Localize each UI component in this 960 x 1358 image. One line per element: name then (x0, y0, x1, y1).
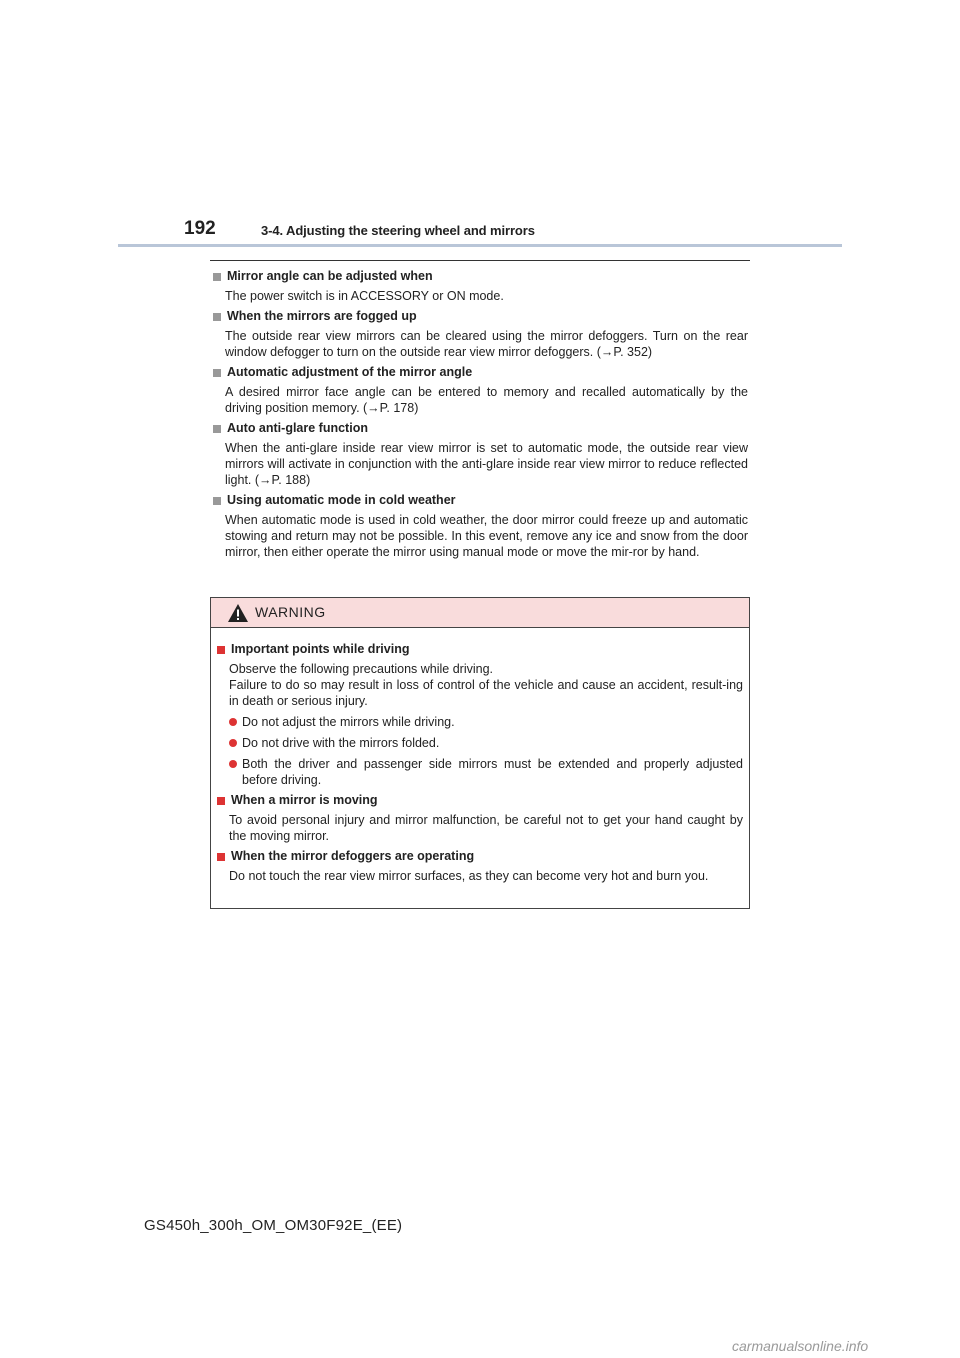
warning-header (211, 598, 749, 628)
square-bullet-icon (217, 797, 225, 805)
dot-bullet-icon (229, 739, 237, 747)
note-item (210, 420, 748, 488)
note-body: The power switch is in ACCESSORY or ON mode. (225, 289, 504, 303)
header-rule (118, 244, 842, 247)
warning-text: To avoid personal injury and mirror malfunction, be careful not to get your hand caught by the moving mirror. (229, 813, 743, 843)
warning-item (217, 848, 743, 884)
note-title: Mirror angle can be adjusted when (227, 269, 433, 283)
warning-item-title: When the mirror defoggers are operating (231, 849, 475, 863)
warning-text: Observe the following precautions while driving. (229, 662, 494, 676)
note-title: When the mirrors are fogged up (227, 309, 417, 323)
square-bullet-icon (217, 853, 225, 861)
warning-text: Do not touch the rear view mirror surfaces, as they can become very hot and burn you. (229, 869, 709, 883)
note-body: When automatic mode is used in cold weather, the door mirror could freeze up and automatic stowing and return may not be possible. In this event, remove any ice and snow from the door mirror, then either operate the mirror using manual mode or move the mir-ror by hand. (225, 513, 748, 559)
note-body: When the anti-glare inside rear view mirror is set to automatic mode, the outside rear view mirrors will activate in conjunction with the anti-glare inside rear view mirror to reduce reflected light. (→P. 188) (225, 441, 748, 487)
dot-bullet-icon (229, 760, 237, 768)
bullet-text: Do not drive with the mirrors folded. (242, 736, 440, 750)
note-item (210, 308, 748, 360)
square-bullet-icon (213, 369, 221, 377)
dot-bullet-icon (229, 718, 237, 726)
note-body: The outside rear view mirrors can be cleared using the mirror defoggers. Turn on the rear window defogger to turn on the outside rear view mirror defoggers. (→P. 352) (225, 329, 748, 359)
note-title: Automatic adjustment of the mirror angle (227, 365, 473, 379)
note-item (210, 364, 748, 416)
warning-title: WARNING (255, 604, 326, 620)
square-bullet-icon (217, 646, 225, 654)
note-item (210, 268, 748, 304)
divider (210, 260, 750, 261)
square-bullet-icon (213, 497, 221, 505)
warning-text: Failure to do so may result in loss of control of the vehicle and cause an accident, result-ing in death or serious injury. (229, 678, 743, 708)
bullet-text: Both the driver and passenger side mirrors must be extended and properly adjusted before driving. (242, 757, 743, 787)
warning-item (217, 641, 743, 788)
warning-item-title: Important points while driving (231, 642, 410, 656)
page-header (118, 212, 842, 248)
warning-box (210, 597, 750, 909)
notes-section (210, 268, 748, 564)
note-item (210, 492, 748, 560)
watermark-link[interactable]: carmanualsonline.info (732, 1338, 869, 1354)
note-title: Using automatic mode in cold weather (227, 493, 456, 507)
warning-item (217, 792, 743, 844)
square-bullet-icon (213, 273, 221, 281)
note-title: Auto anti-glare function (227, 421, 368, 435)
document-id: GS450h_300h_OM_OM30F92E_(EE) (144, 1217, 403, 1234)
section-title: 3-4. Adjusting the steering wheel and mirrors (261, 223, 535, 238)
square-bullet-icon (213, 425, 221, 433)
square-bullet-icon (213, 313, 221, 321)
note-body: A desired mirror face angle can be entered to memory and recalled automatically by the driving position memory. (→P. 178) (225, 385, 748, 415)
bullet-item (229, 735, 743, 751)
warning-triangle-icon (227, 603, 249, 623)
bullet-item (229, 714, 743, 730)
bullet-item (229, 756, 743, 788)
warning-item-title: When a mirror is moving (231, 793, 378, 807)
bullet-text: Do not adjust the mirrors while driving. (242, 715, 455, 729)
page-number: 192 (184, 218, 216, 239)
